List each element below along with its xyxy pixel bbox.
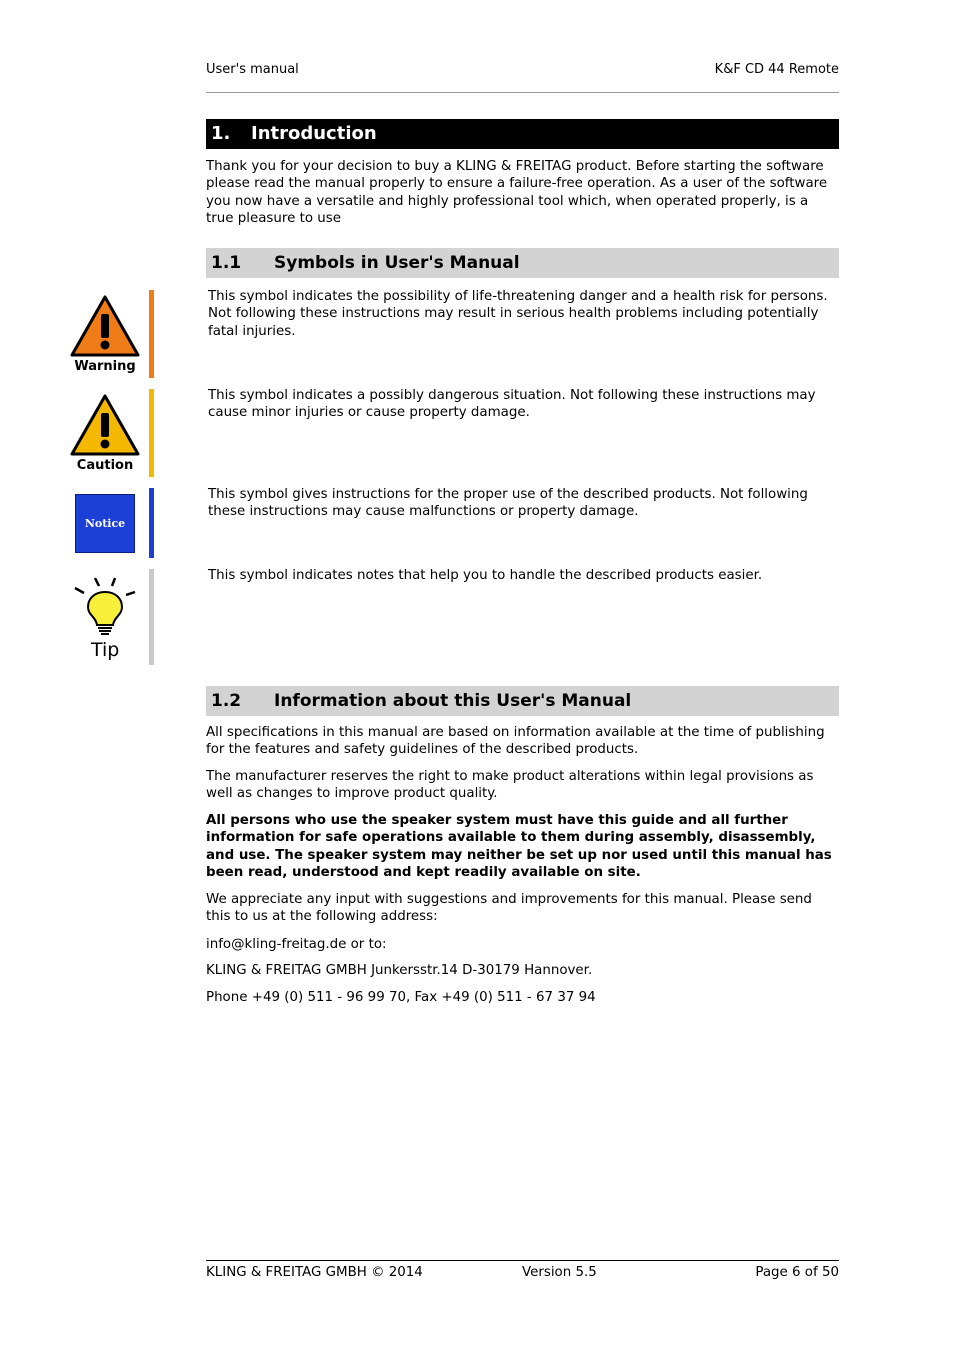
footer-page-number: Page 6 of 50 (755, 1265, 839, 1280)
lightbulb-icon (72, 574, 138, 642)
notice-bar (149, 488, 154, 558)
tip-label: Tip (91, 639, 120, 661)
info-paragraph-4: We appreciate any input with suggestions and improvements for this manual. Please send this to us at the following address: (206, 892, 812, 925)
intro-paragraph: Thank you for your decision to buy a KLING & FREITAG product. Before starting the software please read the manual properly to ensure a failure-free operation. As a user of the software you now have a versatile and highly professional tool which, when operated properly, is a true pleasure to use (206, 159, 828, 227)
footer-left: KLING & FREITAG GMBH © 2014 (206, 1265, 423, 1280)
section-heading-information (206, 686, 839, 716)
section-title: Information about this User's Manual (274, 691, 632, 711)
footer-divider (206, 1260, 839, 1261)
footer-center: Version 5.5 (522, 1265, 597, 1280)
tip-text: This symbol indicates notes that help you to handle the described products easier. (208, 568, 763, 583)
warning-label: Warning (74, 359, 136, 374)
section-number: 1.2 (211, 691, 242, 711)
header-right: K&F CD 44 Remote (714, 62, 839, 77)
caution-bar (149, 389, 154, 477)
section-number: 1. (211, 123, 231, 144)
section-heading-symbols (206, 248, 839, 278)
caution-label: Caution (76, 458, 134, 473)
info-paragraph-1: All specifications in this manual are based on information available at the time of publishing for the features and safety guidelines of the described products. (206, 725, 825, 758)
notice-box-icon (75, 494, 135, 553)
section-heading-introduction (206, 119, 839, 149)
contact-email: info@kling-freitag.de or to: (206, 937, 387, 952)
section-number: 1.1 (211, 253, 242, 273)
section-title: Introduction (251, 123, 377, 144)
info-paragraph-bold: All persons who use the speaker system must have this guide and all further information for safe operations available to them during assembly, disassembly, and use. The speaker system may neither be set up nor used until this manual has been read, understood and kept readily available on site. (206, 813, 832, 881)
notice-label: Notice (84, 517, 126, 530)
header-left: User's manual (206, 62, 299, 77)
warning-text: This symbol indicates the possibility of life-threatening danger and a health risk for persons. Not following these instructions may result in serious health problems including potentially fatal injuries. (208, 289, 828, 339)
warning-bar (149, 290, 154, 378)
header-divider (206, 92, 839, 93)
tip-bar (149, 569, 154, 665)
contact-address: KLING & FREITAG GMBH Junkersstr.14 D-30179 Hannover. (206, 963, 593, 978)
caution-icon (69, 393, 141, 461)
caution-text: This symbol indicates a possibly dangerous situation. Not following these instructions may cause minor injuries or cause property damage. (208, 388, 816, 421)
section-title: Symbols in User's Manual (274, 253, 520, 273)
notice-text: This symbol gives instructions for the proper use of the described products. Not following these instructions may cause malfunctions or property damage. (208, 487, 808, 520)
warning-icon (69, 294, 141, 362)
info-paragraph-2: The manufacturer reserves the right to make product alterations within legal provisions as well as changes to improve product quality. (206, 769, 814, 802)
contact-phone: Phone +49 (0) 511 - 96 99 70, Fax +49 (0) 511 - 67 37 94 (206, 990, 596, 1005)
